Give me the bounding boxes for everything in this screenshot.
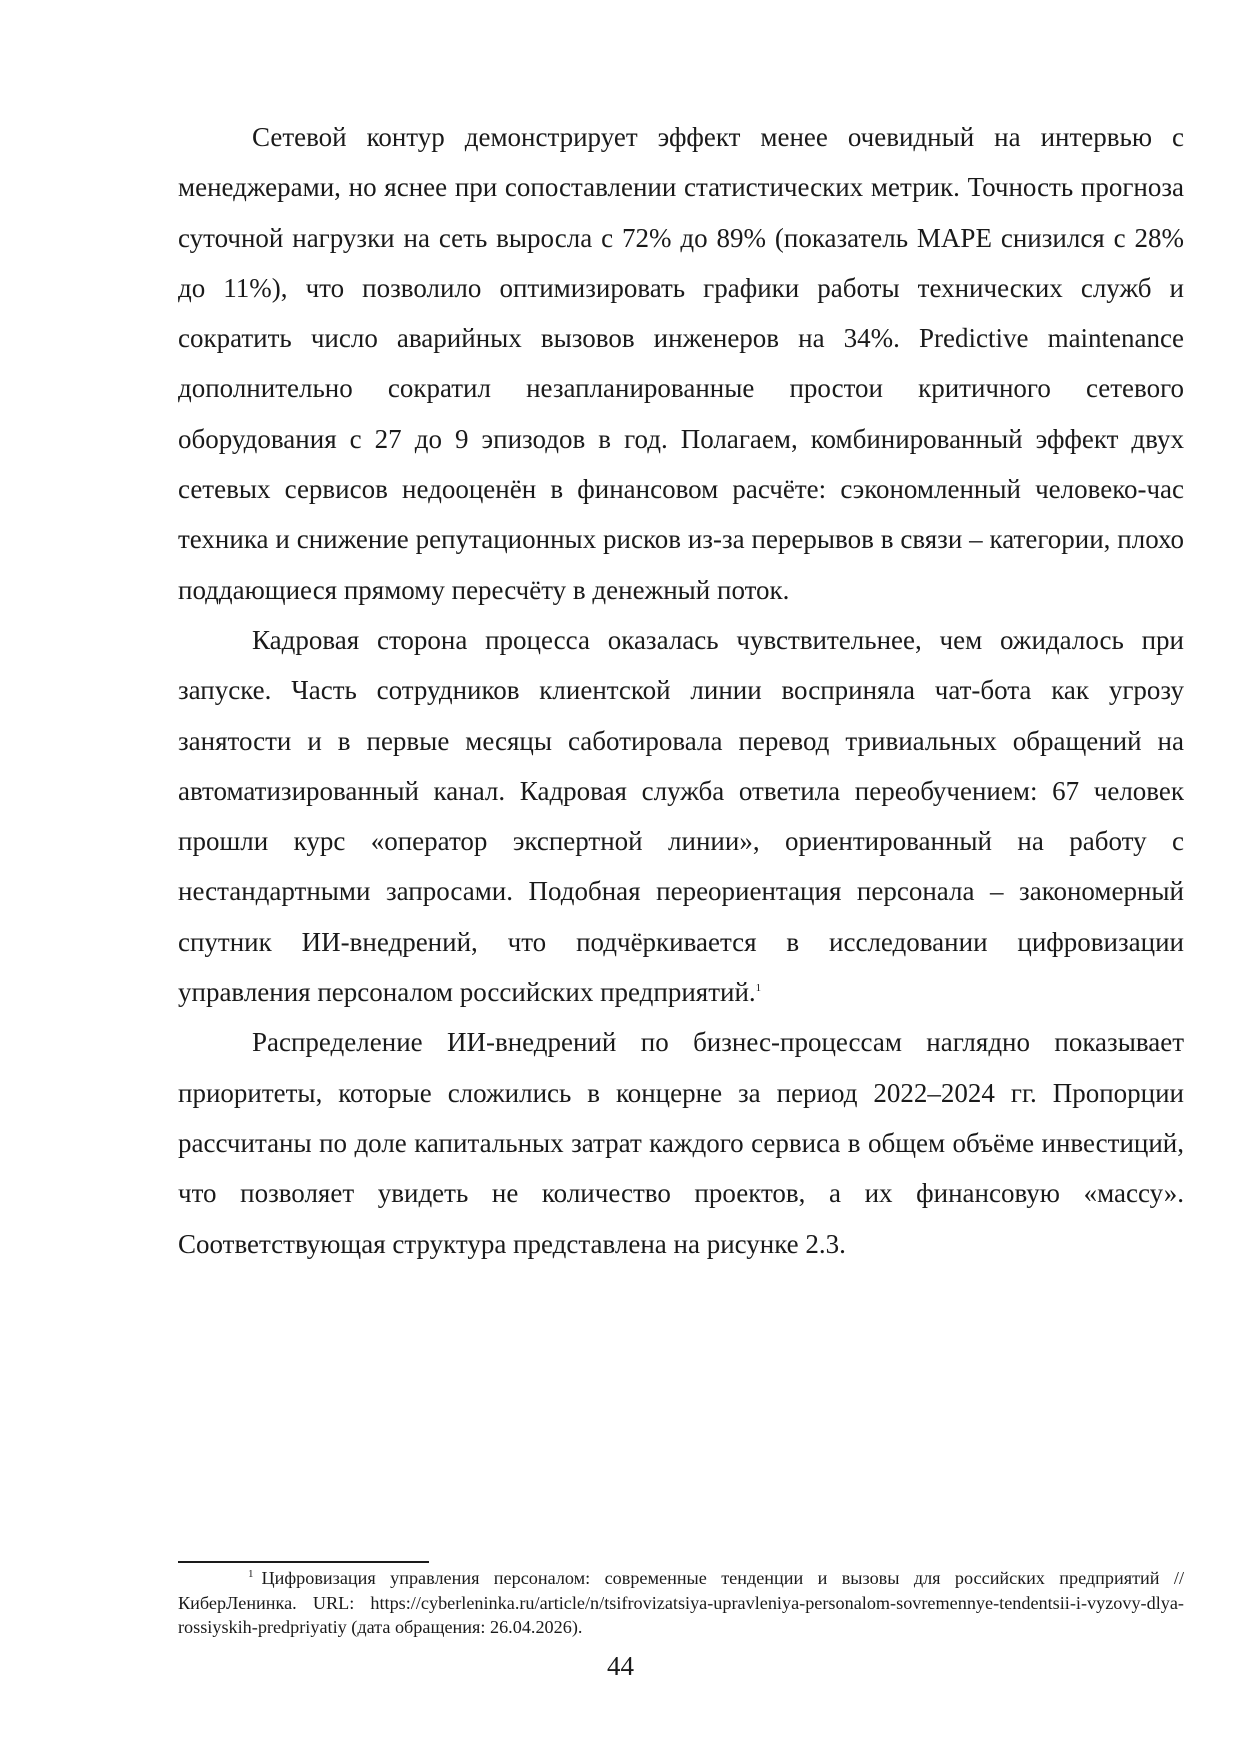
footnote-text: Цифровизация управления персоналом: современные тенденции и вызовы для российских предприятий // КиберЛенинка. URL: https://cyberleninka.ru/article/n/tsifrovizatsiya-upravleniya-personalom-sovremennye-tendentsii-i-vyzovy-dlya-rossiyskih-predpriyatiy (дата обращения: 26.04.2026). <box>178 1568 1184 1637</box>
paragraph-network-contour <box>178 112 1184 615</box>
footnote-separator <box>178 1561 429 1563</box>
paragraph-text: Кадровая сторона процесса оказалась чувствительнее, чем ожидалось при запуске. Часть сотрудников клиентской линии восприняла чат-бота как угрозу занятости и в первые месяцы саботировала перевод тривиальных обращений на автоматизированный канал. Кадровая служба ответила переобучением: 67 человек прошли курс «оператор экспертной линии», ориентированный на работу с нестандартными запросами. Подобная переориентация персонала – закономерный спутник ИИ-внедрений, что подчёркивается в исследовании цифровизации управления персоналом российских предприятий. <box>178 624 1184 1008</box>
paragraph-text: Распределение ИИ-внедрений по бизнес-процессам наглядно показывает приоритеты, которые сложились в концерне за период 2022–2024 гг. Пропорции рассчитаны по доле капитальных затрат каждого сервиса в общем объёме инвестиций, что позволяет увидеть не количество проектов, а их финансовую «массу». Соответствующая структура представлена на рисунке 2.3. <box>178 1027 1184 1259</box>
body-text <box>178 112 1184 1269</box>
page-number: 44 <box>607 1651 634 1681</box>
paragraph-hr-side <box>178 615 1184 1017</box>
footnote-mark: 1 <box>248 1567 254 1580</box>
paragraph-text: Сетевой контур демонстрирует эффект менее очевидный на интервью с менеджерами, но яснее при сопоставлении статистических метрик. Точность прогноза суточной нагрузки на сеть выросла с 72% до 89% (показатель MAPE снизился с 28% до 11%), что позволило оптимизировать графики работы технических служб и сократить число аварийных вызовов инженеров на 34%. Predictive maintenance дополнительно сократил незапланированные простои критичного сетевого оборудования с 27 до 9 эпизодов в год. Полагаем, комбинированный эффект двух сетевых сервисов недооценён в финансовом расчёте: сэкономленный человеко-час техника и снижение репутационных рисков из-за перерывов в связи – категории, плохо поддающиеся прямому пересчёту в денежный поток. <box>178 122 1184 605</box>
footnote-reference[interactable]: 1 <box>755 982 762 995</box>
paragraph-distribution <box>178 1017 1184 1268</box>
footnote <box>178 1566 1184 1640</box>
